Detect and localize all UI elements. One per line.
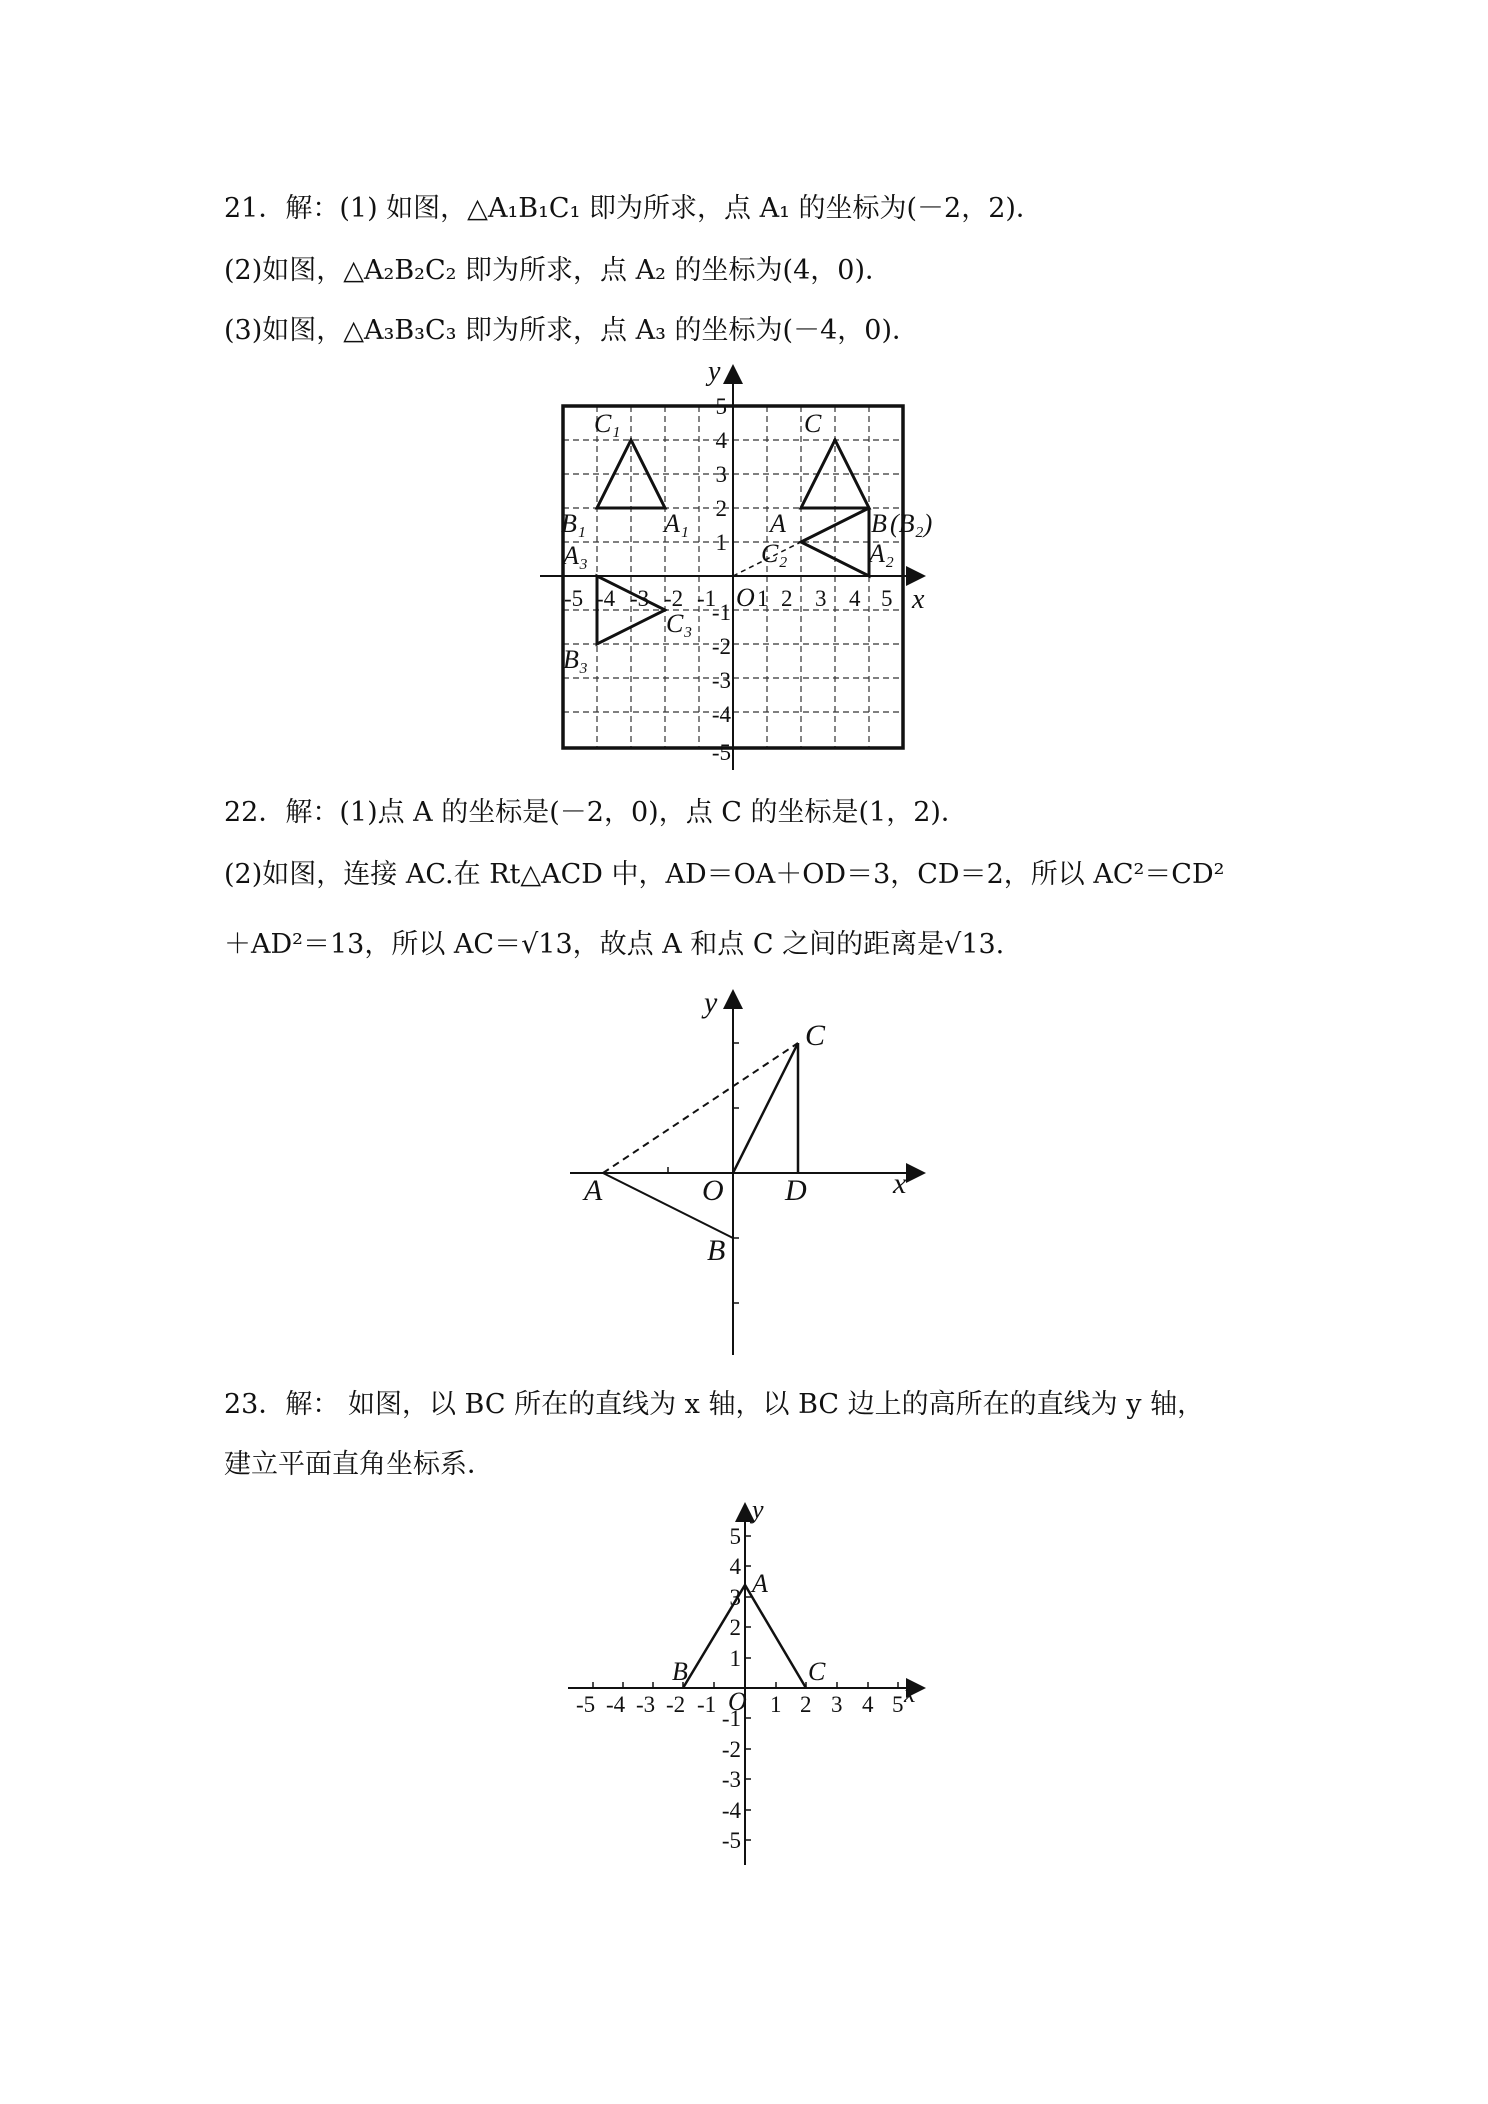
- q21-ytick: -5: [711, 740, 731, 765]
- q23-xtick: 5: [892, 1692, 904, 1717]
- q22-label-d: D: [785, 1174, 807, 1207]
- q23-ytick: -5: [721, 1828, 741, 1853]
- q23-label-a: A: [752, 1569, 768, 1598]
- q22-line-2: (2)如图，连接 AC.在 Rt△ACD 中，AD＝OA＋OD＝3，CD＝2，所以 AC²＝CD²: [224, 859, 1225, 890]
- q21-line-3: (3)如图，△A₃B₃C₃ 即为所求，点 A₃ 的坐标为(－4，0)．: [224, 315, 919, 346]
- q21-ytick: -4: [711, 702, 731, 727]
- q21-xtick: -2: [664, 586, 684, 611]
- q23-xtick: -3: [636, 1692, 656, 1717]
- q23-ytick: 2: [729, 1615, 741, 1640]
- label-c3: C₃: [666, 609, 693, 638]
- q23-xtick: -2: [666, 1692, 686, 1717]
- q21-xtick: 3: [815, 586, 827, 611]
- q23-line-2: 建立平面直角坐标系．: [224, 1449, 494, 1480]
- q23-label-o: O: [728, 1687, 747, 1716]
- q22-figure: [560, 985, 940, 1360]
- label-b1: B₁: [561, 509, 586, 538]
- label-a2: A₂: [869, 539, 894, 568]
- q21-ytick: -1: [711, 600, 731, 625]
- q23-label-c: C: [808, 1657, 826, 1686]
- q23-xtick: 2: [800, 1692, 812, 1717]
- label-a1: A₁: [664, 509, 689, 538]
- q21-xtick: -4: [596, 586, 616, 611]
- q23-ytick: 4: [729, 1554, 741, 1579]
- q23-y-label: y: [752, 1498, 764, 1524]
- q22-label-c: C: [805, 1019, 826, 1052]
- q21-line-2: (2)如图，△A₂B₂C₂ 即为所求，点 A₂ 的坐标为(4，0)．: [224, 255, 892, 286]
- q21-ytick: 1: [715, 530, 727, 555]
- q23-xtick: 3: [831, 1692, 843, 1717]
- q23-figure: [560, 1498, 940, 1873]
- q23-xtick: -1: [697, 1692, 717, 1717]
- q22-y-label: y: [704, 986, 718, 1019]
- q22-x-label: x: [893, 1167, 907, 1200]
- q21-origin-label: O: [736, 583, 755, 612]
- q22-label-o: O: [702, 1174, 724, 1207]
- q23-ytick: 3: [729, 1585, 741, 1610]
- q21-xtick: -1: [697, 586, 717, 611]
- q21-ytick: 4: [715, 428, 727, 453]
- q21-figure: [530, 355, 950, 775]
- q23-x-label: x: [904, 1679, 916, 1708]
- q23-ytick: -1: [721, 1706, 741, 1731]
- q21-x-label: x: [912, 584, 925, 615]
- q21-y-label: y: [708, 356, 721, 387]
- label-c2: C₂: [761, 539, 788, 568]
- q22-line-3: ＋AD²＝13，所以 AC＝√13，故点 A 和点 C 之间的距离是√13.: [224, 929, 1005, 960]
- q23-xtick: 1: [770, 1692, 782, 1717]
- q22-line-1: 22．解：(1)点 A 的坐标是(－2，0)，点 C 的坐标是(1，2)．: [224, 797, 968, 828]
- q21-xtick: 4: [849, 586, 861, 611]
- q23-ytick: 5: [729, 1524, 741, 1549]
- label-a: A: [770, 509, 786, 538]
- q23-xtick: -4: [606, 1692, 626, 1717]
- q21-ytick: 5: [715, 394, 727, 419]
- q21-xtick: 1: [757, 586, 769, 611]
- q23-label-b: B: [672, 1657, 688, 1686]
- q23-line-1: 23．解： 如图，以 BC 所在的直线为 x 轴，以 BC 边上的高所在的直线为 y 轴，: [224, 1389, 1205, 1420]
- label-b: B: [871, 509, 887, 538]
- q23-ytick: 1: [729, 1646, 741, 1671]
- q23-ytick: -4: [721, 1798, 741, 1823]
- q21-y-ticks: [712, 394, 732, 765]
- q21-ytick: 3: [715, 462, 727, 487]
- q21-ytick: -2: [711, 634, 731, 659]
- label-a3: A₃: [563, 541, 588, 570]
- q21-xtick: 2: [781, 586, 793, 611]
- q21-ytick: -3: [711, 668, 731, 693]
- q23-ytick: -2: [721, 1737, 741, 1762]
- q21-xtick: -5: [564, 586, 584, 611]
- q22-label-a: A: [584, 1174, 603, 1207]
- segment-ac: [603, 1043, 798, 1173]
- segment-oc: [733, 1043, 798, 1173]
- label-b3: B₃: [563, 645, 588, 674]
- q22-label-b: B: [707, 1234, 726, 1267]
- label-c1: C₁: [594, 409, 621, 438]
- q23-xtick: -5: [576, 1692, 596, 1717]
- q21-ytick: 2: [715, 496, 727, 521]
- q21-xtick: -3: [630, 586, 650, 611]
- q21-xtick: 5: [881, 586, 893, 611]
- q21-line-1: 21．解：(1) 如图，△A₁B₁C₁ 即为所求，点 A₁ 的坐标为(－2，2)．: [224, 193, 1043, 224]
- label-c: C: [804, 409, 822, 438]
- q23-xtick: 4: [862, 1692, 874, 1717]
- label-b2-paren: (B₂): [890, 509, 933, 538]
- q23-ytick: -3: [721, 1767, 741, 1792]
